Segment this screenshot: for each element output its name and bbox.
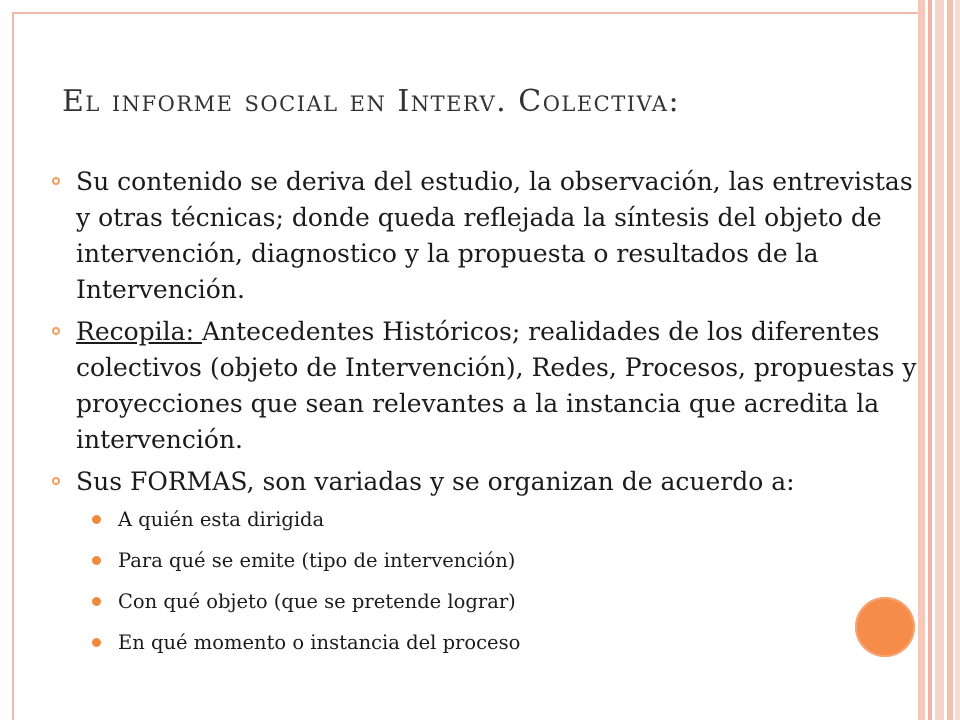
bullet-ring-icon [52,327,60,335]
sub-bullet-text: A quién esta dirigida [118,508,325,531]
bullet-item [52,314,922,458]
left-border-line [12,12,14,720]
sub-bullet-item [52,588,922,616]
bullet-lead: Recopila: [76,317,202,346]
sub-bullet-item [52,547,922,575]
sub-bullet-text: Con qué objeto (que se pretende lograr) [118,590,516,613]
bullet-dot-icon [92,515,101,524]
decorative-stripe [935,0,944,720]
bullet-dot-icon [92,638,101,647]
sub-bullet-item [52,506,922,534]
decorative-stripe [955,0,960,720]
slide-title: El informe social en Interv. Colectiva: [62,84,681,119]
bullet-text: Su contenido se deriva del estudio, la observación, las entrevistas y otras técnicas; donde queda reflejada la síntesis del objeto de intervención, diagnostico y la propuesta o resultados de la Intervención. [76,167,913,304]
sub-bullet-list [52,506,922,657]
bullet-ring-icon [52,477,60,485]
bullet-text: Sus FORMAS, son variadas y se organizan de acuerdo a: [76,467,795,496]
bullet-text: Antecedentes Históricos; realidades de los diferentes colectivos (objeto de Intervención), Redes, Procesos, propuestas y proyecciones que sean relevantes a la instancia que acredita la intervención. [76,317,917,454]
slide-content [52,164,922,670]
bullet-dot-icon [92,556,101,565]
sub-bullet-item [52,629,922,657]
bullet-dot-icon [92,597,101,606]
decorative-stripe [928,0,932,720]
bullet-item [52,464,922,500]
decorative-stripe [947,0,953,720]
sub-bullet-text: Para qué se emite (tipo de intervención) [118,549,516,572]
sub-bullet-text: En qué momento o instancia del proceso [118,631,521,654]
bullet-ring-icon [52,177,60,185]
top-border-line [12,12,920,14]
decorative-circle [855,597,915,657]
bullet-item [52,164,922,308]
